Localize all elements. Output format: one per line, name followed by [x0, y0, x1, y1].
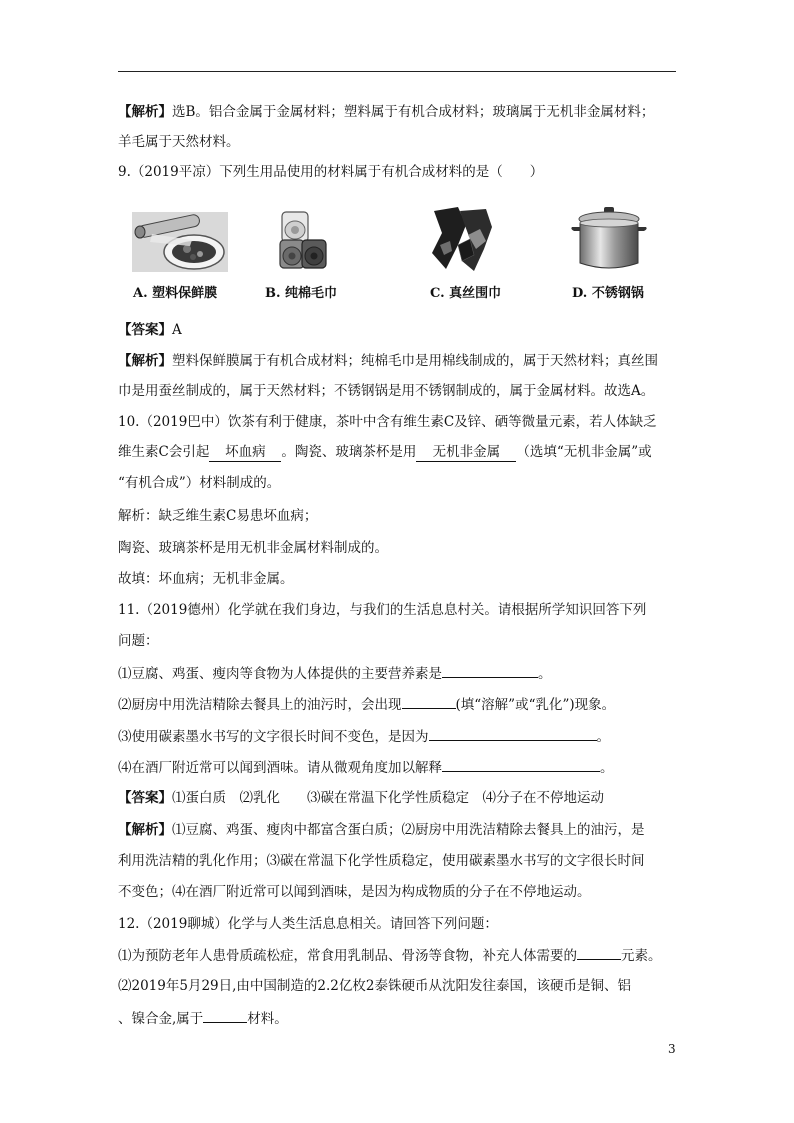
q11-blank-4 — [442, 757, 600, 772]
option-c-label: C. 真丝围巾 — [430, 286, 502, 301]
q10-blank-1: 坏血病 — [209, 444, 281, 462]
q12-stem: 12.（2019聊城）化学与人类生活息息相关。请回答下列问题： — [118, 916, 498, 932]
q10-blank-2: 无机非金属 — [416, 444, 516, 462]
steel-pot-icon — [568, 205, 650, 273]
q12-part-2-line-1: ⑵2019年5月29日,由中国制造的2.2亿枚2泰铢硬币从沈阳发往泰国，该硬币是铜、铝 — [118, 978, 631, 994]
q11-analysis-line-2: 利用洗洁精的乳化作用；⑶碳在常温下化学性质稳定，使用碳素墨水书写的文字很长时间 — [118, 853, 645, 869]
q9-stem: 9.（2019平凉）下列生用品使用的材料属于有机合成材料的是（ ） — [118, 164, 544, 180]
page-number: 3 — [668, 1042, 676, 1056]
q12-part-2-line-2: 、镍合金,属于 材料。 — [118, 1008, 288, 1029]
q12-part-1: ⑴为预防老年人患骨质疏松症，常食用乳制品、骨汤等食物，补充人体需要的 元素。 — [118, 945, 662, 966]
q10-analysis-line-1: 解析：缺乏维生素C易患坏血病； — [118, 508, 318, 524]
header-rule — [118, 71, 676, 72]
cotton-towels-icon — [278, 210, 328, 272]
q9-analysis-line-1: 【解析】塑料保鲜膜属于有机合成材料；纯棉毛巾是用棉线制成的，属于天然材料；真丝围 — [118, 353, 658, 369]
q11-part-4: ⑷在酒厂附近常可以闻到酒味。请从微观角度加以解释 。 — [118, 757, 614, 778]
q12-blank-1 — [577, 945, 621, 960]
q8-analysis-line-2: 羊毛属于天然材料。 — [118, 134, 240, 150]
q11-blank-1 — [442, 663, 538, 678]
q12-blank-2 — [203, 1008, 247, 1023]
q11-answer: 【答案】⑴蛋白质 ⑵乳化 ⑶碳在常温下化学性质稳定 ⑷分子在不停地运动 — [118, 790, 604, 806]
plastic-wrap-icon — [132, 212, 228, 272]
q10-analysis-line-2: 陶瓷、玻璃茶杯是用无机非金属材料制成的。 — [118, 540, 388, 556]
q10-stem-line-2: 维生素C会引起 坏血病 。陶瓷、玻璃茶杯是用 无机非金属 （选填“无机非金属”或 — [118, 444, 652, 460]
q9-analysis-line-2: 巾是用蚕丝制成的，属于天然材料；不锈钢锅是用不锈钢制成的，属于金属材料。故选A。 — [118, 383, 655, 399]
q11-part-3: ⑶使用碳素墨水书写的文字很长时间不变色，是因为 。 — [118, 726, 610, 747]
q11-blank-2 — [402, 694, 456, 709]
q9-answer: 【答案】A — [118, 322, 182, 338]
q10-stem-line-3: “有机合成”）材料制成的。 — [118, 475, 281, 491]
q11-stem-line-1: 11.（2019德州）化学就在我们身边，与我们的生活息息村关。请根据所学知识回答下列 — [118, 602, 647, 618]
silk-scarf-icon — [428, 205, 496, 273]
q11-analysis-line-3: 不变色；⑷在酒厂附近常可以闻到酒味，是因为构成物质的分子在不停地运动。 — [118, 884, 591, 900]
q11-stem-line-2: 问题： — [118, 633, 159, 649]
q11-part-1: ⑴豆腐、鸡蛋、瘦肉等食物为人体提供的主要营养素是 。 — [118, 663, 552, 684]
q10-stem-line-1: 10.（2019巴中）饮茶有利于健康，茶叶中含有维生素C及锌、硒等微量元素，若人体缺乏 — [118, 414, 657, 430]
option-b-label: B. 纯棉毛巾 — [265, 286, 338, 301]
option-a-label: A. 塑料保鲜膜 — [133, 286, 218, 301]
q10-analysis-line-3: 故填：坏血病；无机非金属。 — [118, 571, 294, 587]
option-d-label: D. 不锈钢锅 — [572, 286, 644, 301]
q8-analysis-line-1: 【解析】选B。铝合金属于金属材料；塑料属于有机合成材料；玻璃属于无机非金属材料； — [118, 104, 655, 120]
q11-blank-3 — [429, 726, 597, 741]
q11-part-2: ⑵厨房中用洗洁精除去餐具上的油污时，会出现 (填“溶解”或“乳化”)现象。 — [118, 694, 615, 715]
q11-analysis-line-1: 【解析】⑴豆腐、鸡蛋、瘦肉中都富含蛋白质；⑵厨房中用洗洁精除去餐具上的油污，是 — [118, 822, 645, 838]
